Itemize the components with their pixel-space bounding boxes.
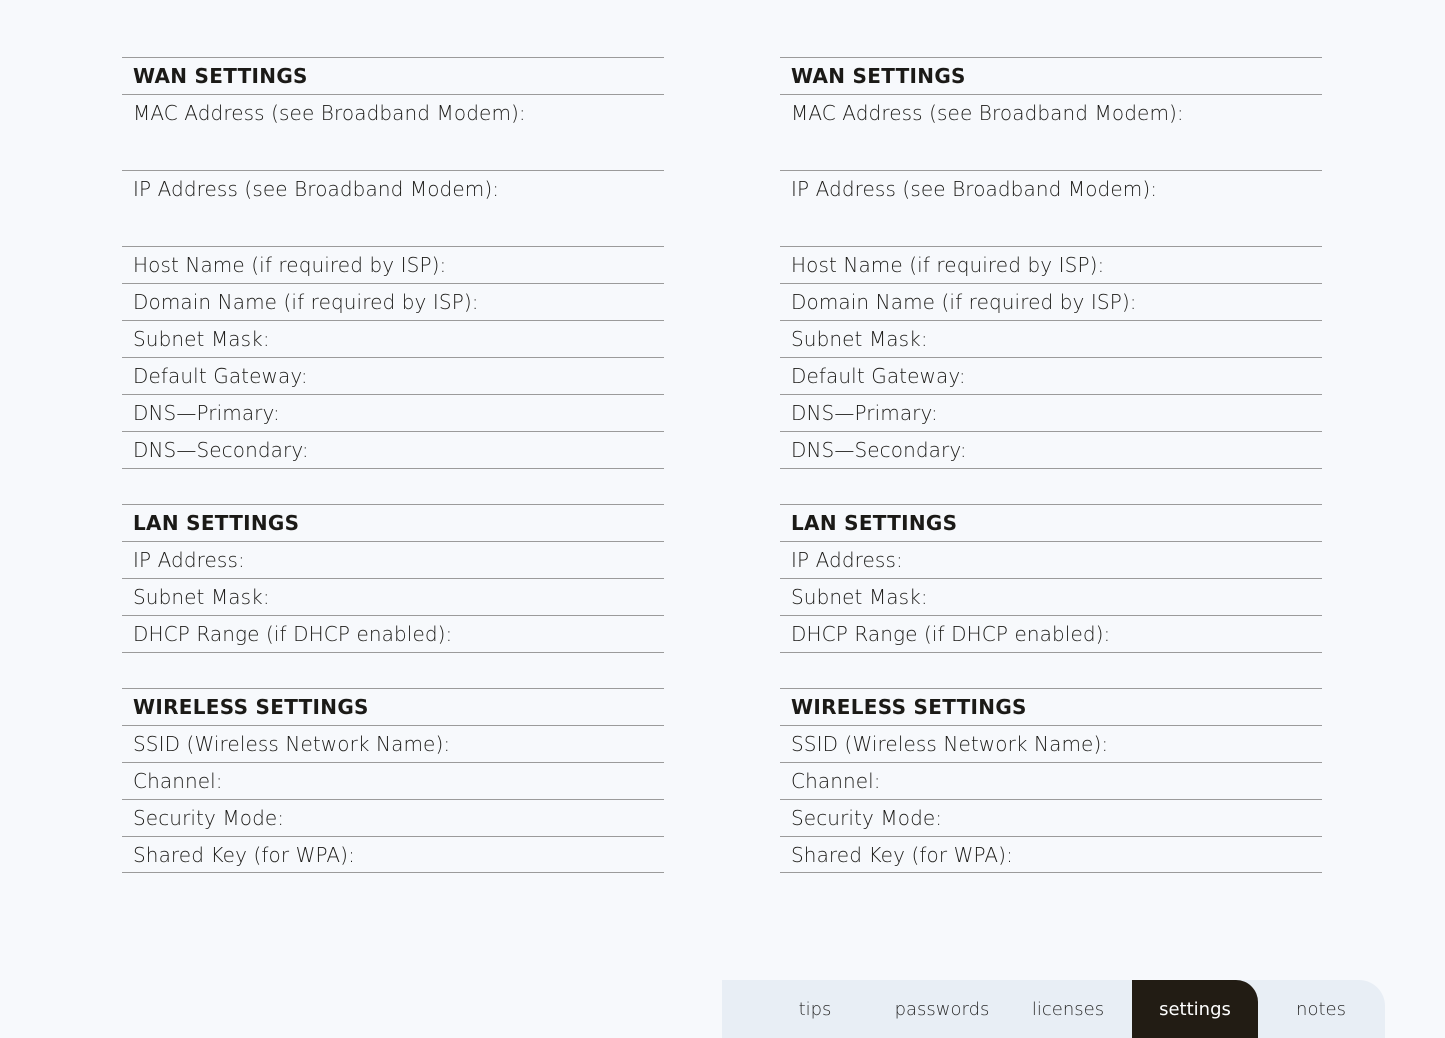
wan-default-gateway-field: Default Gateway: bbox=[780, 357, 1322, 394]
lan-subnet-mask-field: Subnet Mask: bbox=[780, 578, 1322, 615]
section-divider bbox=[780, 652, 1322, 688]
wireless-channel-field: Channel: bbox=[122, 762, 664, 799]
section-divider bbox=[122, 468, 664, 504]
wan-dns-secondary-field: DNS—Secondary: bbox=[780, 431, 1322, 468]
wireless-shared-key-field: Shared Key (for WPA): bbox=[780, 836, 1322, 873]
wireless-ssid-field: SSID (Wireless Network Name): bbox=[780, 725, 1322, 762]
tab-passwords[interactable]: passwords bbox=[894, 998, 990, 1020]
tab-settings[interactable]: settings bbox=[1132, 980, 1258, 1038]
wireless-channel-field: Channel: bbox=[780, 762, 1322, 799]
lan-subnet-mask-field: Subnet Mask: bbox=[122, 578, 664, 615]
lan-settings-heading: LAN SETTINGS bbox=[780, 504, 1322, 541]
wireless-shared-key-field: Shared Key (for WPA): bbox=[122, 836, 664, 873]
tab-notes[interactable]: notes bbox=[1296, 998, 1346, 1020]
wan-subnet-mask-field: Subnet Mask: bbox=[122, 320, 664, 357]
wan-ip-address-field: IP Address (see Broadband Modem): bbox=[122, 170, 664, 246]
lan-settings-heading: LAN SETTINGS bbox=[122, 504, 664, 541]
wan-domain-name-field: Domain Name (if required by ISP): bbox=[780, 283, 1322, 320]
section-divider bbox=[780, 468, 1322, 504]
tab-tips[interactable]: tips bbox=[798, 998, 832, 1020]
wan-default-gateway-field: Default Gateway: bbox=[122, 357, 664, 394]
wireless-ssid-field: SSID (Wireless Network Name): bbox=[122, 725, 664, 762]
tab-licenses[interactable]: licenses bbox=[1031, 998, 1105, 1020]
wan-settings-heading: WAN SETTINGS bbox=[780, 57, 1322, 94]
wan-host-name-field: Host Name (if required by ISP): bbox=[780, 246, 1322, 283]
wan-dns-primary-field: DNS—Primary: bbox=[122, 394, 664, 431]
section-divider bbox=[122, 652, 664, 688]
wireless-settings-heading: WIRELESS SETTINGS bbox=[780, 688, 1322, 725]
section-tab-bar bbox=[722, 980, 1385, 1038]
settings-form-right bbox=[780, 57, 1322, 873]
wireless-security-mode-field: Security Mode: bbox=[122, 799, 664, 836]
lan-dhcp-range-field: DHCP Range (if DHCP enabled): bbox=[780, 615, 1322, 652]
wan-dns-primary-field: DNS—Primary: bbox=[780, 394, 1322, 431]
settings-form-left bbox=[122, 57, 664, 873]
wan-mac-address-field: MAC Address (see Broadband Modem): bbox=[122, 94, 664, 170]
wan-subnet-mask-field: Subnet Mask: bbox=[780, 320, 1322, 357]
wan-settings-heading: WAN SETTINGS bbox=[122, 57, 664, 94]
wan-ip-address-field: IP Address (see Broadband Modem): bbox=[780, 170, 1322, 246]
wan-host-name-field: Host Name (if required by ISP): bbox=[122, 246, 664, 283]
lan-ip-address-field: IP Address: bbox=[122, 541, 664, 578]
wan-domain-name-field: Domain Name (if required by ISP): bbox=[122, 283, 664, 320]
lan-ip-address-field: IP Address: bbox=[780, 541, 1322, 578]
wan-mac-address-field: MAC Address (see Broadband Modem): bbox=[780, 94, 1322, 170]
lan-dhcp-range-field: DHCP Range (if DHCP enabled): bbox=[122, 615, 664, 652]
wireless-security-mode-field: Security Mode: bbox=[780, 799, 1322, 836]
wan-dns-secondary-field: DNS—Secondary: bbox=[122, 431, 664, 468]
wireless-settings-heading: WIRELESS SETTINGS bbox=[122, 688, 664, 725]
